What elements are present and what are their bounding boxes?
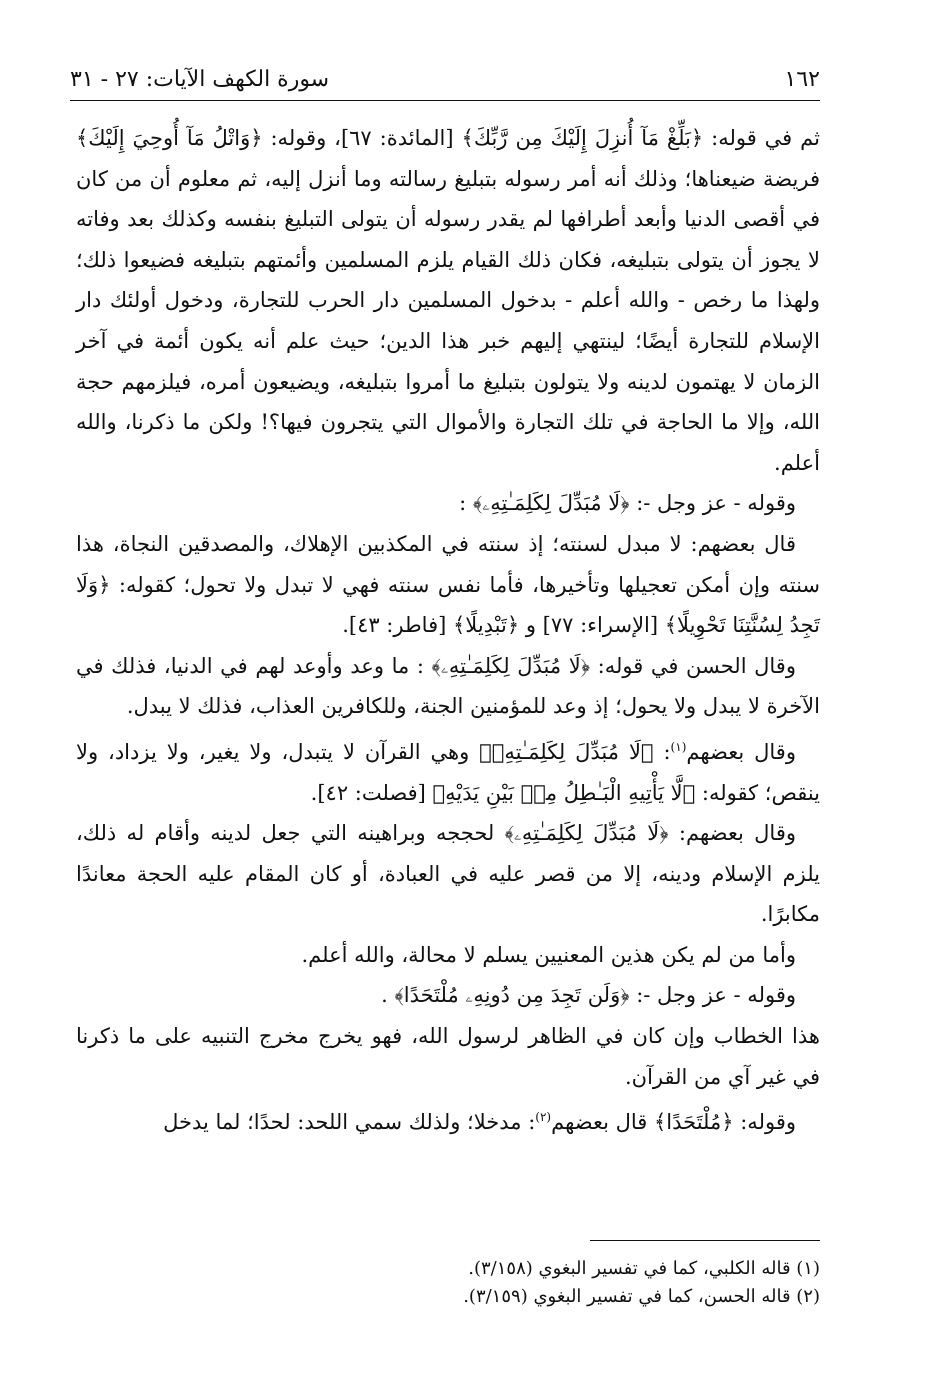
paragraph-text: وقوله: ﴿مُلْتَحَدًا﴾ قال بعضهم <box>551 1110 796 1135</box>
footnotes <box>76 1255 820 1311</box>
paragraph-text: وقال بعضهم <box>686 739 796 764</box>
paragraph: قال بعضهم: لا مبدل لسنته؛ إذ سنته في المكذبين الإهلاك، والمصدقين النجاة، هذا سنته وإن أمكن تعجيلها وتأخيرها، فأما نفس سنته فهي لا تبدل ولا تحول؛ كقوله: ﴿وَلَا تَجِدُ لِسُنَّتِنَا تَحْوِيلًا﴾ [الإسراء: ٧٧] و ﴿تَبْدِيلًا﴾ [فاطر: ٤٣]. <box>76 531 820 638</box>
body-text <box>76 118 820 1143</box>
page-header <box>70 58 820 92</box>
header-rule <box>70 100 820 101</box>
page-number: ١٦٢ <box>784 67 820 92</box>
footnote-ref-2[interactable]: (٢) <box>535 1110 552 1125</box>
paragraph: وقال الحسن في قوله: ﴿لَا مُبَدِّلَ لِكَلِمَـٰتِهِۦ﴾ : ما وعد وأوعد لهم في الدنيا، فذلك في الآخرة لا يبدل ولا يحول؛ إذ وعد للمؤمنين الجنة، وللكافرين العذاب، فذلك لا يبدل. <box>76 653 820 719</box>
paragraph: وقوله - عز وجل -: ﴿وَلَن تَجِدَ مِن دُونِهِۦ مُلْتَحَدًا﴾ . <box>381 983 796 1008</box>
footnote-2: (٢) قاله الحسن، كما في تفسير البغوي (٣/١٥٩). <box>463 1286 820 1307</box>
footnote-1: (١) قاله الكلبي، كما في تفسير البغوي (٣/١٥٨). <box>468 1258 820 1279</box>
paragraph: وأما من لم يكن هذين المعنيين يسلم لا محالة، والله أعلم. <box>301 942 796 967</box>
paragraph: وقوله - عز وجل -: ﴿لَا مُبَدِّلَ لِكَلِمَـٰتِهِۦ﴾ : <box>459 491 796 516</box>
running-title: سورة الكهف الآيات: ٢٧ - ٣١ <box>70 67 330 92</box>
paragraph <box>76 1097 820 1143</box>
footnote-separator <box>590 1240 820 1241</box>
paragraph-text: : ﴿لَا مُبَدِّلَ لِكَلِمَـٰتِهِۦ﴾ وهي القرآن لا يتبدل، ولا يغير، ولا يزداد، ولا ينقص؛ كقوله: ﴿لَّا يَأْتِيهِ الْبَـٰطِلُ مِنۢ بَيْنِ يَدَيْهِ﴾ [فصلت: ٤٢]. <box>76 739 820 805</box>
paragraph <box>76 727 820 813</box>
paragraph: ثم في قوله: ﴿بَلِّغْ مَآ أُنزِلَ إِلَيْكَ مِن رَّبِّكَ﴾ [المائدة: ٦٧]، وقوله: ﴿وَاتْلُ مَآ أُوحِيَ إِلَيْكَ﴾ فريضة ضيعناها؛ وذلك أنه أمر رسوله بتبليغ رسالته وما أنزل إليه، ثم معلوم أن من كان في أقصى الدنيا وأبعد أطرافها لم يقدر رسوله أن يتولى التبليغ بنفسه وكذلك بعد وفاته لا يجوز أن يتولى بتبليغه، فكان ذلك القيام يلزم المسلمين وأئمتهم بتبليغه فضيعوا ذلك؛ ولهذا ما رخص - والله أعلم - بدخول المسلمين دار الحرب للتجارة، ودخول أولئك دار الإسلام للتجارة أيضًا؛ لينتهي إليهم خبر هذا الدين؛ حيث علم أنه يكون أئمة في آخر الزمان لا يهتمون لدينه ولا يتولون بتبليغ ما أمروا بتبليغه، ويضيعون أمره، فيلزمهم حجة الله، وإلا ما الحاجة في تلك التجارة والأموال التي يتجرون فيها؟! ولكن ما ذكرنا، والله أعلم. <box>76 126 820 475</box>
paragraph-text: : مدخلا؛ ولذلك سمي اللحد: لحدًا؛ لما يدخل <box>163 1110 536 1135</box>
paragraph: هذا الخطاب وإن كان في الظاهر لرسول الله، فهو يخرج مخرج التنبيه على ما ذكرنا في غير آي من القرآن. <box>76 1024 820 1089</box>
paragraph: وقال بعضهم: ﴿لَا مُبَدِّلَ لِكَلِمَـٰتِهِۦ﴾ لحججه وبراهينه التي جعل لدينه وأقام له ذلك، يلزم الإسلام ودينه، إلا من قصر عليه في العبادة، أو كان المقام عليه الحجة معاندًا مكابرًا. <box>76 821 820 927</box>
footnote-ref-1[interactable]: (١) <box>670 739 687 754</box>
